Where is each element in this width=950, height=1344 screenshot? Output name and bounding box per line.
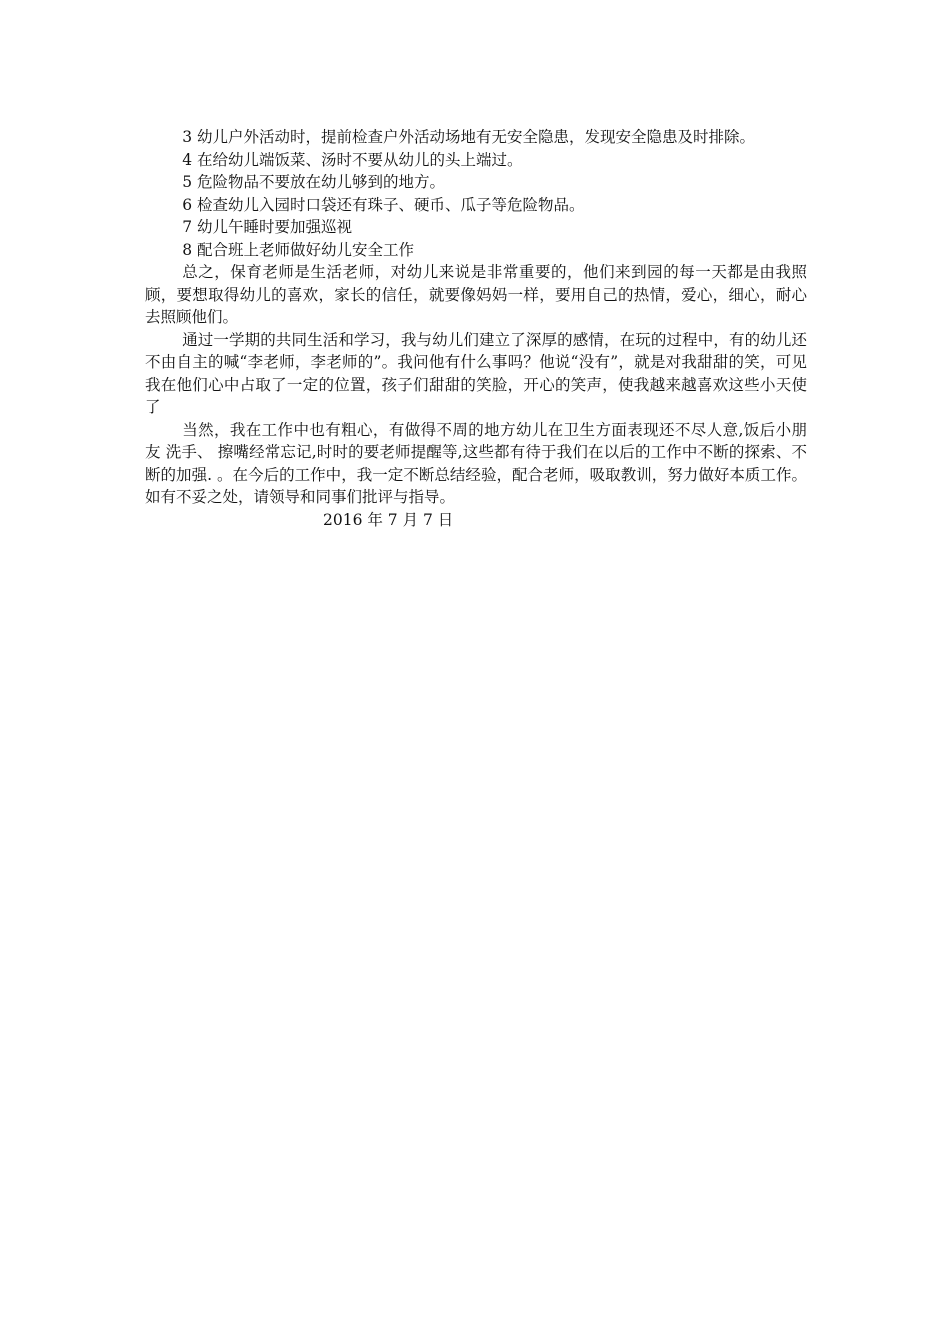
document-body bbox=[145, 126, 807, 531]
paragraph-relationship: 通过一学期的共同生活和学习，我与幼儿们建立了深厚的感情，在玩的过程中，有的幼儿还不由自主的喊“李老师，李老师的”。我问他有什么事吗？他说“没有”，就是对我甜甜的笑，可见我在他们心中占取了一定的位置，孩子们甜甜的笑脸，开心的笑声，使我越来越喜欢这些小天使了 bbox=[145, 330, 807, 416]
document-date: 2016 年 7 月 7 日 bbox=[323, 510, 454, 529]
paragraph-shortcomings: 当然，我在工作中也有粗心，有做得不周的地方幼儿在卫生方面表现还不尽人意,饭后小朋友 洗手、 擦嘴经常忘记,时时的要老师提醒等,这些都有待于我们在以后的工作中不断的探索、不断的加强. 。在今后的工作中，我一定不断总结经验，配合老师，吸取教训，努力做好本质工作。如有不妥之处，请领导和同事们批评与指导。 bbox=[145, 420, 807, 506]
paragraph-summary: 总之，保育老师是生活老师，对幼儿来说是非常重要的，他们来到园的每一天都是由我照顾，要想取得幼儿的喜欢，家长的信任，就要像妈妈一样，要用自己的热情，爱心，细心，耐心去照顾他们。 bbox=[145, 263, 807, 326]
paragraph-item-4: 4 在给幼儿端饭菜、汤时不要从幼儿的头上端过。 bbox=[182, 150, 523, 169]
paragraph-item-6: 6 检查幼儿入园时口袋还有珠子、硬币、瓜子等危险物品。 bbox=[182, 195, 585, 214]
paragraph-item-5: 5 危险物品不要放在幼儿够到的地方。 bbox=[182, 173, 445, 191]
paragraph-item-7: 7 幼儿午睡时要加强巡视 bbox=[182, 218, 352, 236]
paragraph-item-3: 3 幼儿户外活动时，提前检查户外活动场地有无安全隐患，发现安全隐患及时排除。 bbox=[182, 128, 755, 146]
paragraph-item-8: 8 配合班上老师做好幼儿安全工作 bbox=[182, 240, 414, 259]
